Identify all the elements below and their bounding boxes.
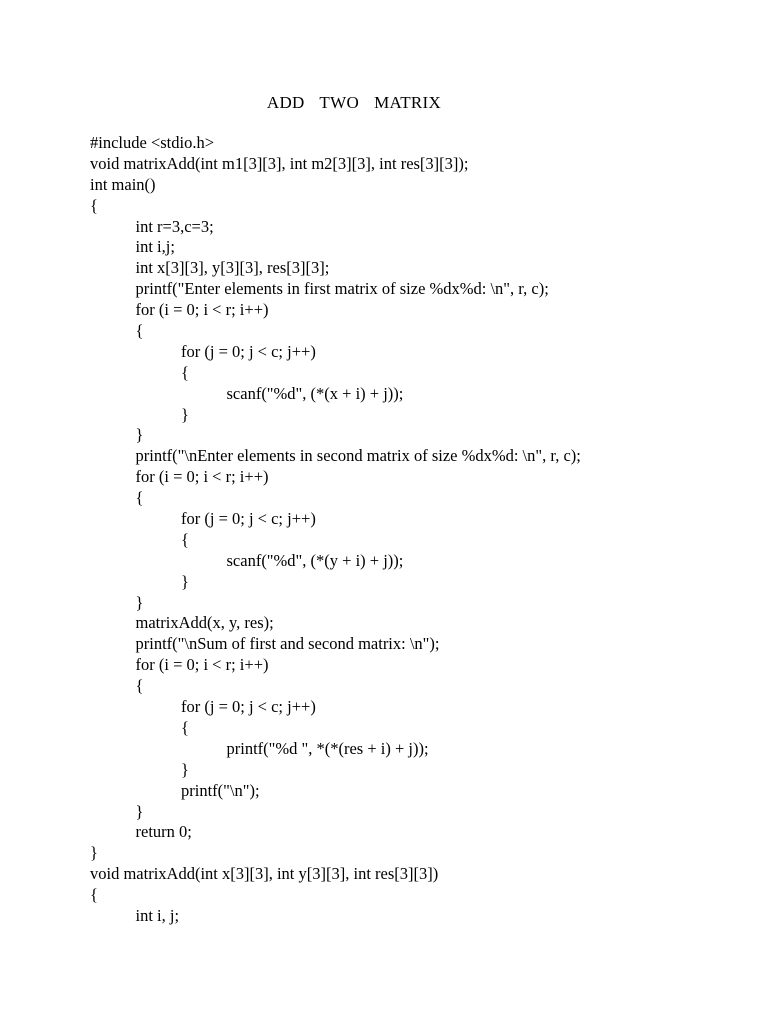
code-line: #include <stdio.h> [90, 133, 215, 152]
code-line: { [90, 195, 98, 215]
code-line: for (j = 0; j < c; j++) [181, 697, 316, 717]
code-line: matrixAdd(x, y, res); [135, 613, 274, 633]
code-line: int r=3,c=3; [135, 216, 214, 236]
code-line: printf("\n"); [181, 780, 260, 800]
code-line: } [135, 801, 144, 821]
code-line: for (j = 0; j < c; j++) [181, 341, 316, 361]
code-line: } [181, 404, 189, 424]
code-line: { [135, 321, 144, 341]
code-line: { [181, 529, 189, 549]
code-line: return 0; [135, 822, 192, 842]
code-line: printf("\nSum of first and second matrix: \n"); [135, 634, 440, 654]
code-line: { [135, 676, 144, 696]
code-line: scanf("%d", (*(y + i) + j)); [226, 550, 404, 570]
code-line: for (i = 0; i < r; i++) [135, 300, 269, 320]
code-line: printf("\nEnter elements in second matrix of size %dx%d: \n", r, c); [135, 446, 581, 466]
code-line: for (i = 0; i < r; i++) [135, 655, 269, 675]
code-line: for (j = 0; j < c; j++) [181, 509, 316, 529]
code-line: void matrixAdd(int x[3][3], int y[3][3], int res[3][3]) [90, 864, 439, 884]
code-line: scanf("%d", (*(x + i) + j)); [226, 383, 404, 403]
code-line: int i, j; [135, 905, 180, 925]
code-line: { [135, 488, 144, 508]
code-line: for (i = 0; i < r; i++) [135, 467, 269, 487]
code-listing [90, 133, 750, 927]
code-line: printf("Enter elements in first matrix of size %dx%d: \n", r, c); [135, 279, 549, 299]
code-line: } [181, 759, 189, 779]
code-line: { [181, 362, 189, 382]
code-line: } [181, 571, 189, 591]
code-line: int main() [90, 174, 156, 194]
code-line: { [181, 717, 189, 737]
code-line: } [90, 843, 98, 863]
code-line: } [135, 425, 144, 445]
code-line: { [90, 885, 98, 905]
code-line: int x[3][3], y[3][3], res[3][3]; [135, 258, 330, 278]
code-line: } [135, 592, 144, 612]
code-line: int i,j; [135, 237, 175, 257]
code-line: void matrixAdd(int m1[3][3], int m2[3][3], int res[3][3]); [90, 153, 469, 173]
page-title: ADD TWO MATRIX [266, 93, 442, 112]
code-line: printf("%d ", *(*(res + i) + j)); [226, 738, 429, 758]
